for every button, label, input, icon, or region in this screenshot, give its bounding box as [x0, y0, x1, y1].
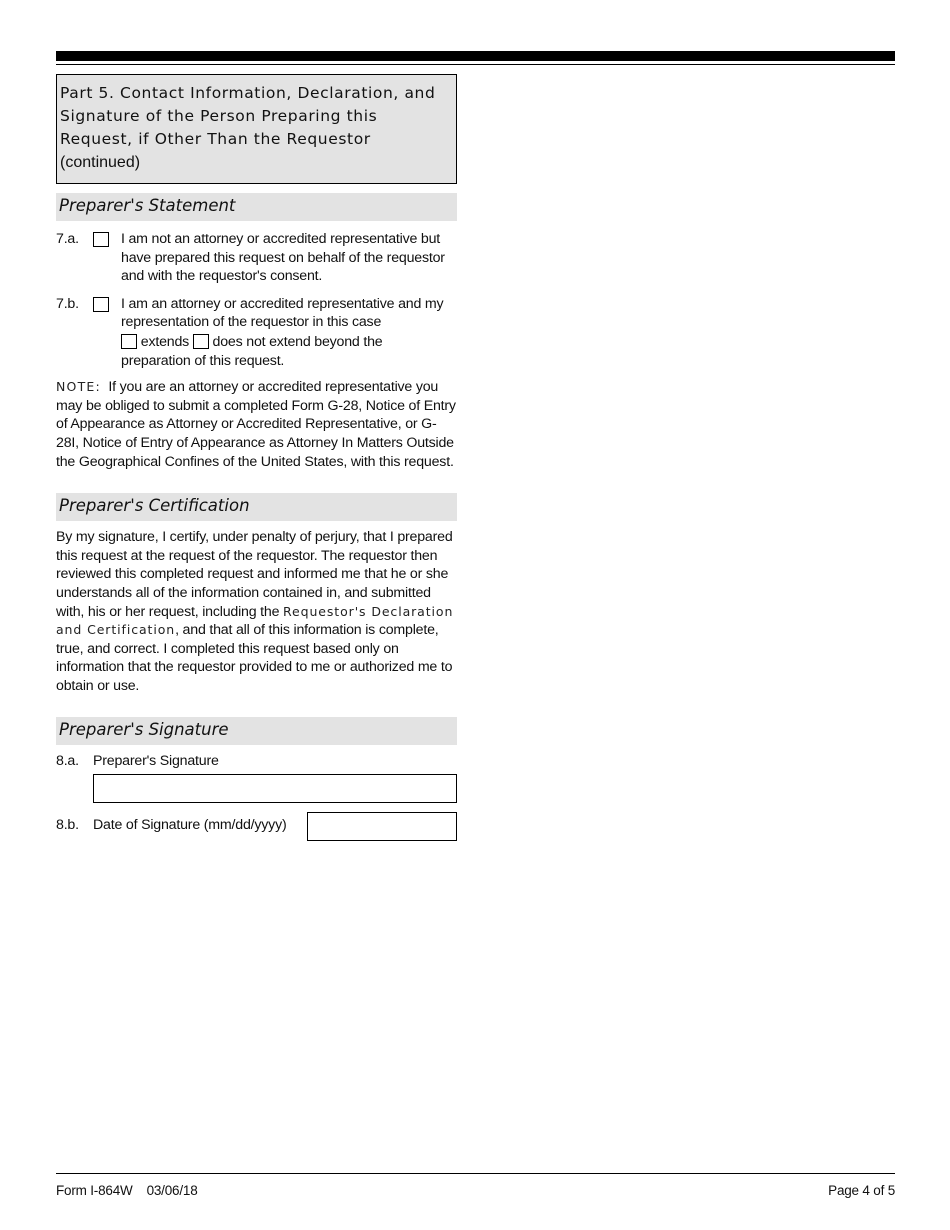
item-8a-label: Preparer's Signature — [93, 753, 219, 770]
item-7b — [56, 295, 457, 370]
certification-paragraph — [56, 528, 457, 695]
section-heading-certification: Preparer's Certification — [56, 493, 457, 521]
header-thin-rule — [56, 64, 895, 65]
item-7b-number: 7.b. — [56, 295, 79, 312]
section-heading-signature: Preparer's Signature — [56, 717, 457, 745]
footer-form-name: Form I-864W — [56, 1183, 133, 1198]
certification-reference: Requestor's Declaration and Certification — [56, 603, 454, 638]
does-not-extend-checkbox[interactable] — [193, 334, 209, 349]
certification-text-before: By my signature, I certify, under penalty of perjury, that I prepared this request at the request of the requestor. The requestor then reviewed this completed request and informed me that he or she understands all of the information contained in, and submitted with, his or her request, including the — [56, 529, 453, 620]
extends-checkbox[interactable] — [121, 334, 137, 349]
item-7a — [56, 230, 457, 286]
footer-form-date: 03/06/18 — [146, 1183, 198, 1198]
certification-text-after: , and that all of this information is complete, true, and correct. I completed this request based only on information that the requestor provided to me or authorized me to obtain or use. — [56, 622, 453, 694]
item-7b-text: I am an attorney or accredited representative and my representation of the requestor in this case — [121, 295, 444, 331]
header-thick-rule — [56, 51, 895, 61]
preparer-signature-field[interactable] — [93, 774, 457, 803]
does-not-extend-label: does not extend beyond the — [212, 333, 383, 350]
extends-label: extends — [140, 333, 190, 350]
note-label: NOTE: — [56, 379, 101, 395]
footer-page-number: Page 4 of 5 — [828, 1183, 895, 1198]
item-7a-number: 7.a. — [56, 231, 79, 247]
date-of-signature-field[interactable] — [307, 812, 457, 841]
note-text: If you are an attorney or accredited representative you may be obliged to submit a completed Form G-28, Notice of Entry of Appearance as Attorney or Accredited Representative, or G-28I, Notice of Entry of Appearance as Attorney In Matters Outside the Geographical Confines of the United States, with this request. — [56, 379, 456, 470]
section-heading-statement: Preparer's Statement — [56, 193, 457, 221]
footer-rule — [56, 1173, 895, 1174]
item-7a-text: I am not an attorney or accredited representative but have prepared this request on behalf of the requestor and with the requestor's consent. — [121, 231, 445, 285]
part-continued: (continued) — [60, 154, 141, 171]
part-title: Part 5. Contact Information, Declaration, and Signature of the Person Preparing this Request, if Other Than the Requestor — [60, 84, 436, 148]
part-title-box — [56, 74, 457, 184]
item-7b-text-end: preparation of this request. — [121, 352, 285, 369]
item-8b — [56, 812, 457, 841]
item-8b-number: 8.b. — [56, 817, 79, 834]
item-7b-checkbox[interactable] — [93, 297, 109, 312]
item-8a — [56, 752, 457, 770]
left-column — [56, 74, 457, 841]
item-7a-checkbox[interactable] — [93, 232, 109, 247]
note-paragraph — [56, 378, 457, 471]
item-8b-label: Date of Signature (mm/dd/yyyy) — [93, 817, 287, 834]
item-8a-number: 8.a. — [56, 753, 79, 770]
footer-form-id — [56, 1183, 198, 1198]
